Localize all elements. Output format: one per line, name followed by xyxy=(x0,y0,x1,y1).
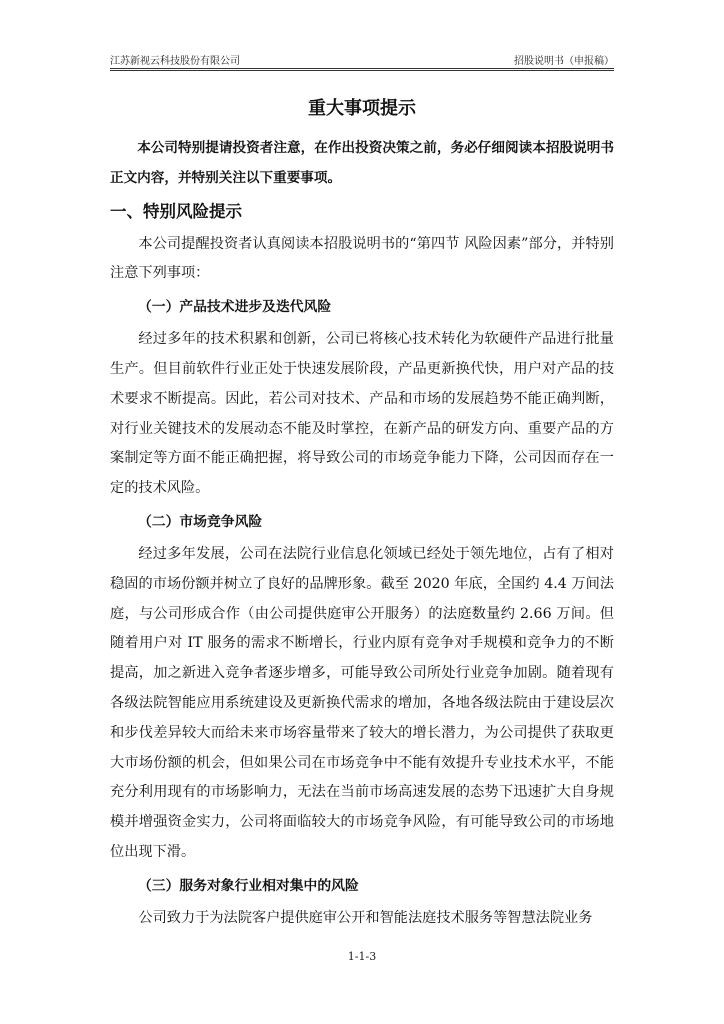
subsection-paragraph-concentration-risk: 公司致力于为法院客户提供庭审公开和智能法庭技术服务等智慧法院业务 xyxy=(138,909,593,926)
page-content xyxy=(110,94,614,934)
subsection-paragraph-tech-risk: 经过多年的技术积累和创新，公司已将核心技术转化为软硬件产品进行批量生产。但目前软件行业正处于快速发展阶段，产品更新换代快，用户对产品的技术要求不断提高。因此，若公司对技术、产品和市场的发展趋势不能正确判断，对行业关键技术的发展动态不能及时掌控，在新产品的研发方向、重要产品的方案制定等方面不能正确把握，将导致公司的市场竞争能力下降，公司因而存在一定的技术风险。 xyxy=(110,331,614,497)
subsection-heading-tech-risk: （一）产品技术进步及迭代风险 xyxy=(138,299,332,316)
header-rule xyxy=(110,68,614,71)
header-company: 江苏新视云科技股份有限公司 xyxy=(110,56,240,67)
subsection-paragraph-market-risk: 经过多年发展，公司在法院行业信息化领域已经处于领先地位，占有了相对稳固的市场份额并树立了良好的品牌形象。截至 2020 年底，全国约 4.4 万间法庭，与公司形成合作（由公司提供庭审公开服务）的法庭数量约 2.66 万间。但随着用户对 IT 服务的需求不断增长，行业内原有竞争对手规模和竞争力的不断提高，加之新进入竞争者逐步增多，可能导致公司所处行业竞争加剧。随着现有各级法院智能应用系统建设及更新换代需求的增加，各地各级法院由于建设层次和步伐差异较大而给未来市场容量带来了较大的增长潜力，为公司提供了获取更大市场份额的机会，但如果公司在市场竞争中不能有效提升专业技术水平，不能充分利用现有的市场影响力，无法在当前市场高速发展的态势下迅速扩大自身规模并增强资金实力，公司将面临较大的市场竞争风险，有可能导致公司的市场地位出现下滑。 xyxy=(110,545,614,860)
intro-paragraph: 本公司特别提请投资者注意，在作出投资决策之前，务必仔细阅读本招股说明书正文内容，并特别关注以下重要事项。 xyxy=(110,140,614,186)
page-number: 1-1-3 xyxy=(347,950,377,963)
section-paragraph: 本公司提醒投资者认真阅读本招股说明书的“第四节 风险因素”部分，并特别注意下列事项： xyxy=(110,235,614,282)
page-title: 重大事项提示 xyxy=(308,98,416,119)
header-doc-type: 招股说明书（申报稿） xyxy=(514,56,614,67)
subsection-heading-market-risk: （二）市场竞争风险 xyxy=(138,513,263,530)
page-header xyxy=(110,52,614,68)
subsection-heading-concentration-risk: （三）服务对象行业相对集中的风险 xyxy=(138,877,359,894)
section-heading-special-risks: 一、特别风险提示 xyxy=(110,201,242,221)
